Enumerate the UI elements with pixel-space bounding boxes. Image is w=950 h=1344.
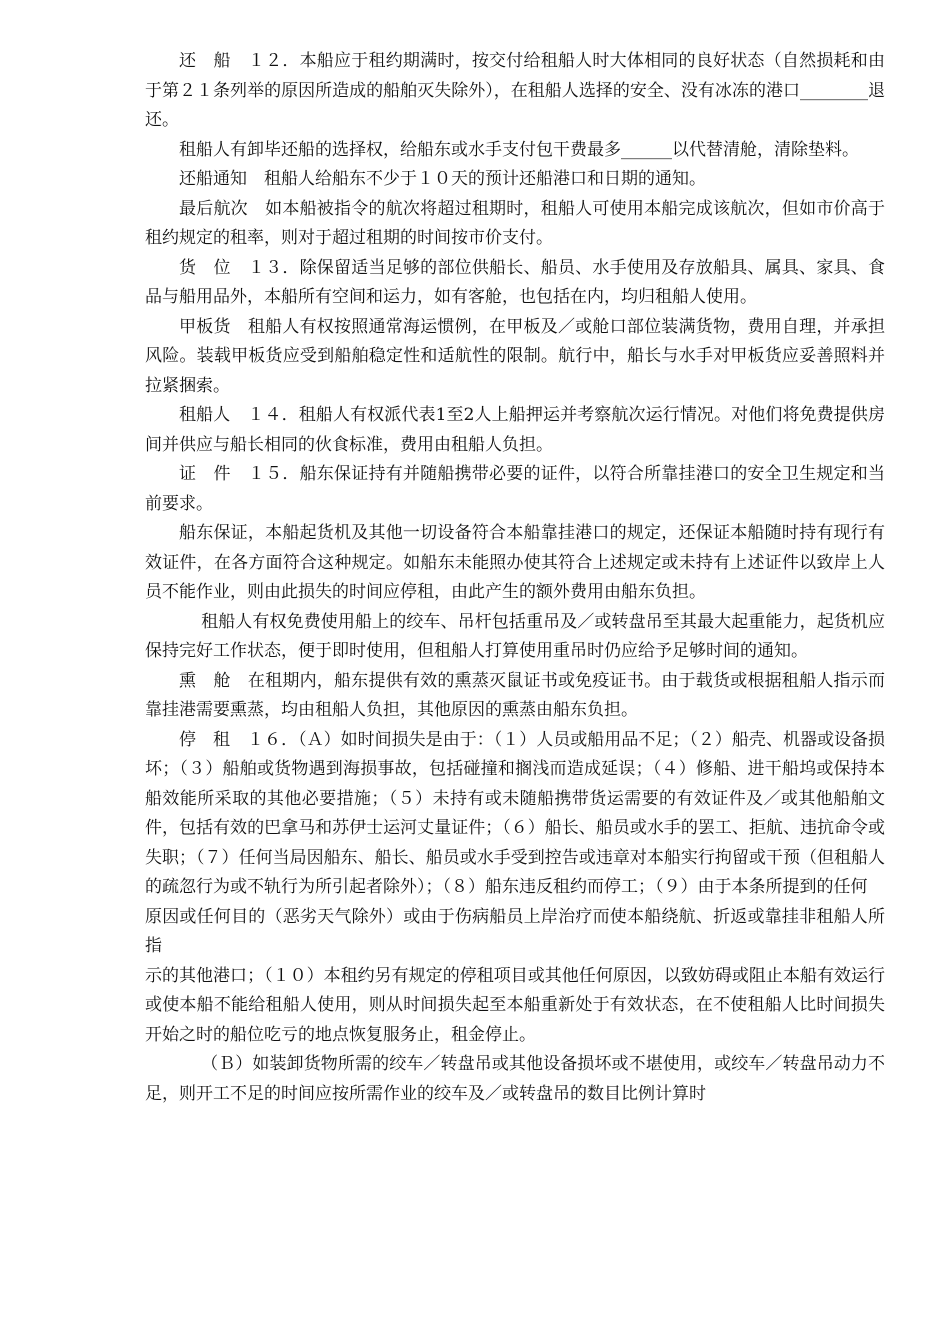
paragraph-off-hire-continued-1: 原因或任何目的（恶劣天气除外）或由于伤病船员上岸治疗而使本船绕航、折返或靠挂非租船人所指 — [145, 906, 885, 956]
clause-12-return-of-vessel: 还 船 １２．本船应于租约期满时，按交付给租船人时大体相同的良好状态（自然损耗和由于第２１条列举的原因所造成的船舶灭失除外），在租船人选择的安全、没有冰冻的港口________退还。 — [145, 51, 885, 130]
clause-16-off-hire: 停 租 １６．（Ａ）如时间损失是由于：（１）人员或船用品不足；（２）船壳、机器或设备损坏；（３）船舶或货物遇到海损事故，包括碰撞和搁浅而造成延误；（４）修船、进干船坞或保持本船效能所采取的其他必要措施；（５）未持有或未随船携带货运需要的有效证件及／或其他船舶文件，包括有效的巴拿马和苏伊士运河丈量证件；（６）船长、船员或水手的罢工、拒航、违抗命令或失职；（７）任何当局因船东、船长、船员或水手受到控告或违章对本船实行拘留或干预（但租船人的疏忽行为或不轨行为所引起者除外）；（８）船东违反租约而停工；（９）由于本条所提到的任何 — [145, 729, 885, 897]
paragraph-deck-cargo: 甲板货 租船人有权按照通常海运惯例，在甲板及／或舱口部位装满货物，费用自理，并承担风险。装载甲板货应受到船舶稳定性和适航性的限制。航行中，船长与水手对甲板货应妥善照料并拉紧捆索。 — [145, 316, 885, 396]
document-body — [145, 47, 885, 1109]
paragraph-redelivery-notice: 还船通知 租船人给船东不少于１０天的预计还船港口和日期的通知。 — [179, 169, 706, 189]
paragraph-off-hire-continued-2: 示的其他港口；（１０）本租约另有规定的停租项目或其他任何原因，以致妨碍或阻止本船有效运行或使本船不能给租船人使用，则从时间损失起至本船重新处于有效状态，在不使租船人比时间损失开始之时的船位吃亏的地点恢复服务止，租金停止。 — [145, 965, 885, 1045]
paragraph-cleaning-option: 租船人有卸毕还船的选择权，给船东或水手支付包干费最多______以代替清舱，清除垫料。 — [179, 139, 859, 160]
paragraph-gear-use: 租船人有权免费使用船上的绞车、吊杆包括重吊及／或转盘吊至其最大起重能力，起货机应保持完好工作状态，便于即时使用，但租船人打算使用重吊时仍应给予足够时间的通知。 — [145, 611, 885, 661]
clause-15-certificates: 证 件 １５．船东保证持有并随船携带必要的证件，以符合所靠挂港口的安全卫生规定和当前要求。 — [145, 464, 885, 514]
paragraph-owner-guarantee: 船东保证，本船起货机及其他一切设备符合本船靠挂港口的规定，还保证本船随时持有现行有效证件，在各方面符合这种规定。如船东未能照办使其符合上述规定或未持有上述证件以致岸上人员不能作业，则由此损失的时间应停租，由此产生的额外费用由船东负担。 — [145, 523, 885, 602]
clause-14-supercargo: 租船人 １４．租船人有权派代表1至2人上船押运并考察航次运行情况。对他们将免费提供房间并供应与船长相同的伙食标准，费用由租船人负担。 — [145, 405, 885, 455]
paragraph-fumigation: 熏 舱 在租期内，船东提供有效的熏蒸灭鼠证书或免疫证书。由于载货或根据租船人指示而靠挂港需要熏蒸，均由租船人负担，其他原因的熏蒸由船东负担。 — [145, 670, 885, 720]
paragraph-off-hire-b: （Ｂ）如装卸货物所需的绞车／转盘吊或其他设备损坏或不堪使用，或绞车／转盘吊动力不足，则开工不足的时间应按所需作业的绞车及／或转盘吊的数目比例计算时 — [145, 1054, 885, 1104]
clause-13-cargo-space: 货 位 １３．除保留适当足够的部位供船长、船员、水手使用及存放船具、属具、家具、食品与船用品外，本船所有空间和运力，如有客舱，也包括在内，均归租船人使用。 — [145, 257, 885, 307]
paragraph-last-voyage: 最后航次 如本船被指令的航次将超过租期时，租船人可使用本船完成该航次，但如市价高于租约规定的租率，则对于超过租期的时间按市价支付。 — [145, 198, 885, 248]
